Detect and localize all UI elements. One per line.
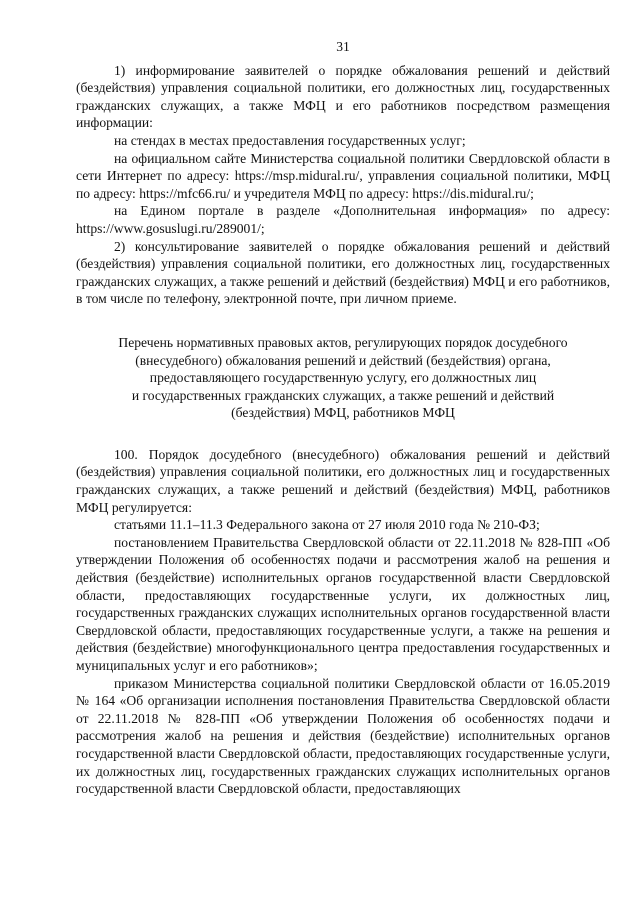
section-bottom <box>76 446 610 798</box>
paragraph-resolution: постановлением Правительства Свердловской области от 22.11.2018 № 828-ПП «Об утверждении Положения об особенностях подачи и рассмотрения жалоб на решения и действия (бездействие) исполнительных органов государственной власти Свердловской области, предоставляющих государственные услуги, их должностных лиц, государственных гражданских служащих исполнительных органов государственной власти Свердловской области, предоставляющих государственные услуги, а также на решения и действия (бездействие) многофункционального центра предоставления государственных и муниципальных услуг и его работников»; <box>76 534 610 673</box>
section-top <box>76 62 610 308</box>
paragraph-official-site: на официальном сайте Министерства социальной политики Свердловской области в сети Интернет по адресу: https://msp.midural.ru/, управления социальной политики, МФЦ по адресу: https://mfc66.ru/ и учредителя МФЦ по адресу: https://dis.midural.ru/; <box>76 150 610 201</box>
heading-line: предоставляющего государственную услугу, его должностных лиц <box>149 370 537 386</box>
heading-line: и государственных гражданских служащих, а также решений и действий <box>131 387 555 403</box>
paragraph-informing: 1) информирование заявителей о порядке обжалования решений и действий (бездействия) управления социальной политики, его должностных лиц, государственных гражданских служащих, а также МФЦ и его работников посредством размещения информации: <box>76 62 610 131</box>
heading-line: (бездействия) МФЦ, работников МФЦ <box>231 405 455 421</box>
paragraph-unified-portal: на Едином портале в разделе «Дополнительная информация» по адресу: https://www.gosuslugi.ru/289001/; <box>76 203 610 236</box>
paragraph-order: приказом Министерства социальной политики Свердловской области от 16.05.2019 № 164 «Об организации исполнения постановления Правительства Свердловской области от 22.11.2018 № 828-ПП «Об утверждении Положения об особенностях подачи и рассмотрения жалоб на решения и действия (бездействие) исполнительных органов государственной власти Свердловской области, предоставляющих государственные услуги, их должностных лиц, государственных гражданских служащих исполнительных органов государственной власти Свердловской области, предоставляющих <box>76 675 610 797</box>
heading-line: Перечень нормативных правовых актов, регулирующих порядок досудебного <box>118 334 568 350</box>
section-heading <box>76 334 610 422</box>
paragraph-item-100: 100. Порядок досудебного (внесудебного) обжалования решений и действий (бездействия) управления социальной политики, его должностных лиц и государственных гражданских служащих, а также решений и действий (бездействия) МФЦ, работников МФЦ регулируется: <box>76 446 610 515</box>
paragraph-consulting: 2) консультирование заявителей о порядке обжалования решений и действий (бездействия) управления социальной политики, его должностных лиц, государственных гражданских служащих, а также решений и действий (бездействия) МФЦ и его работников, в том числе по телефону, электронной почте, при личном приеме. <box>76 238 610 307</box>
heading-line: (внесудебного) обжалования решений и действий (бездействия) органа, <box>135 352 551 368</box>
page-number: 31 <box>336 39 350 54</box>
paragraph-federal-law: статьями 11.1–11.3 Федерального закона от 27 июля 2010 года № 210-ФЗ; <box>114 517 540 533</box>
paragraph-stands: на стендах в местах предоставления государственных услуг; <box>114 132 466 148</box>
